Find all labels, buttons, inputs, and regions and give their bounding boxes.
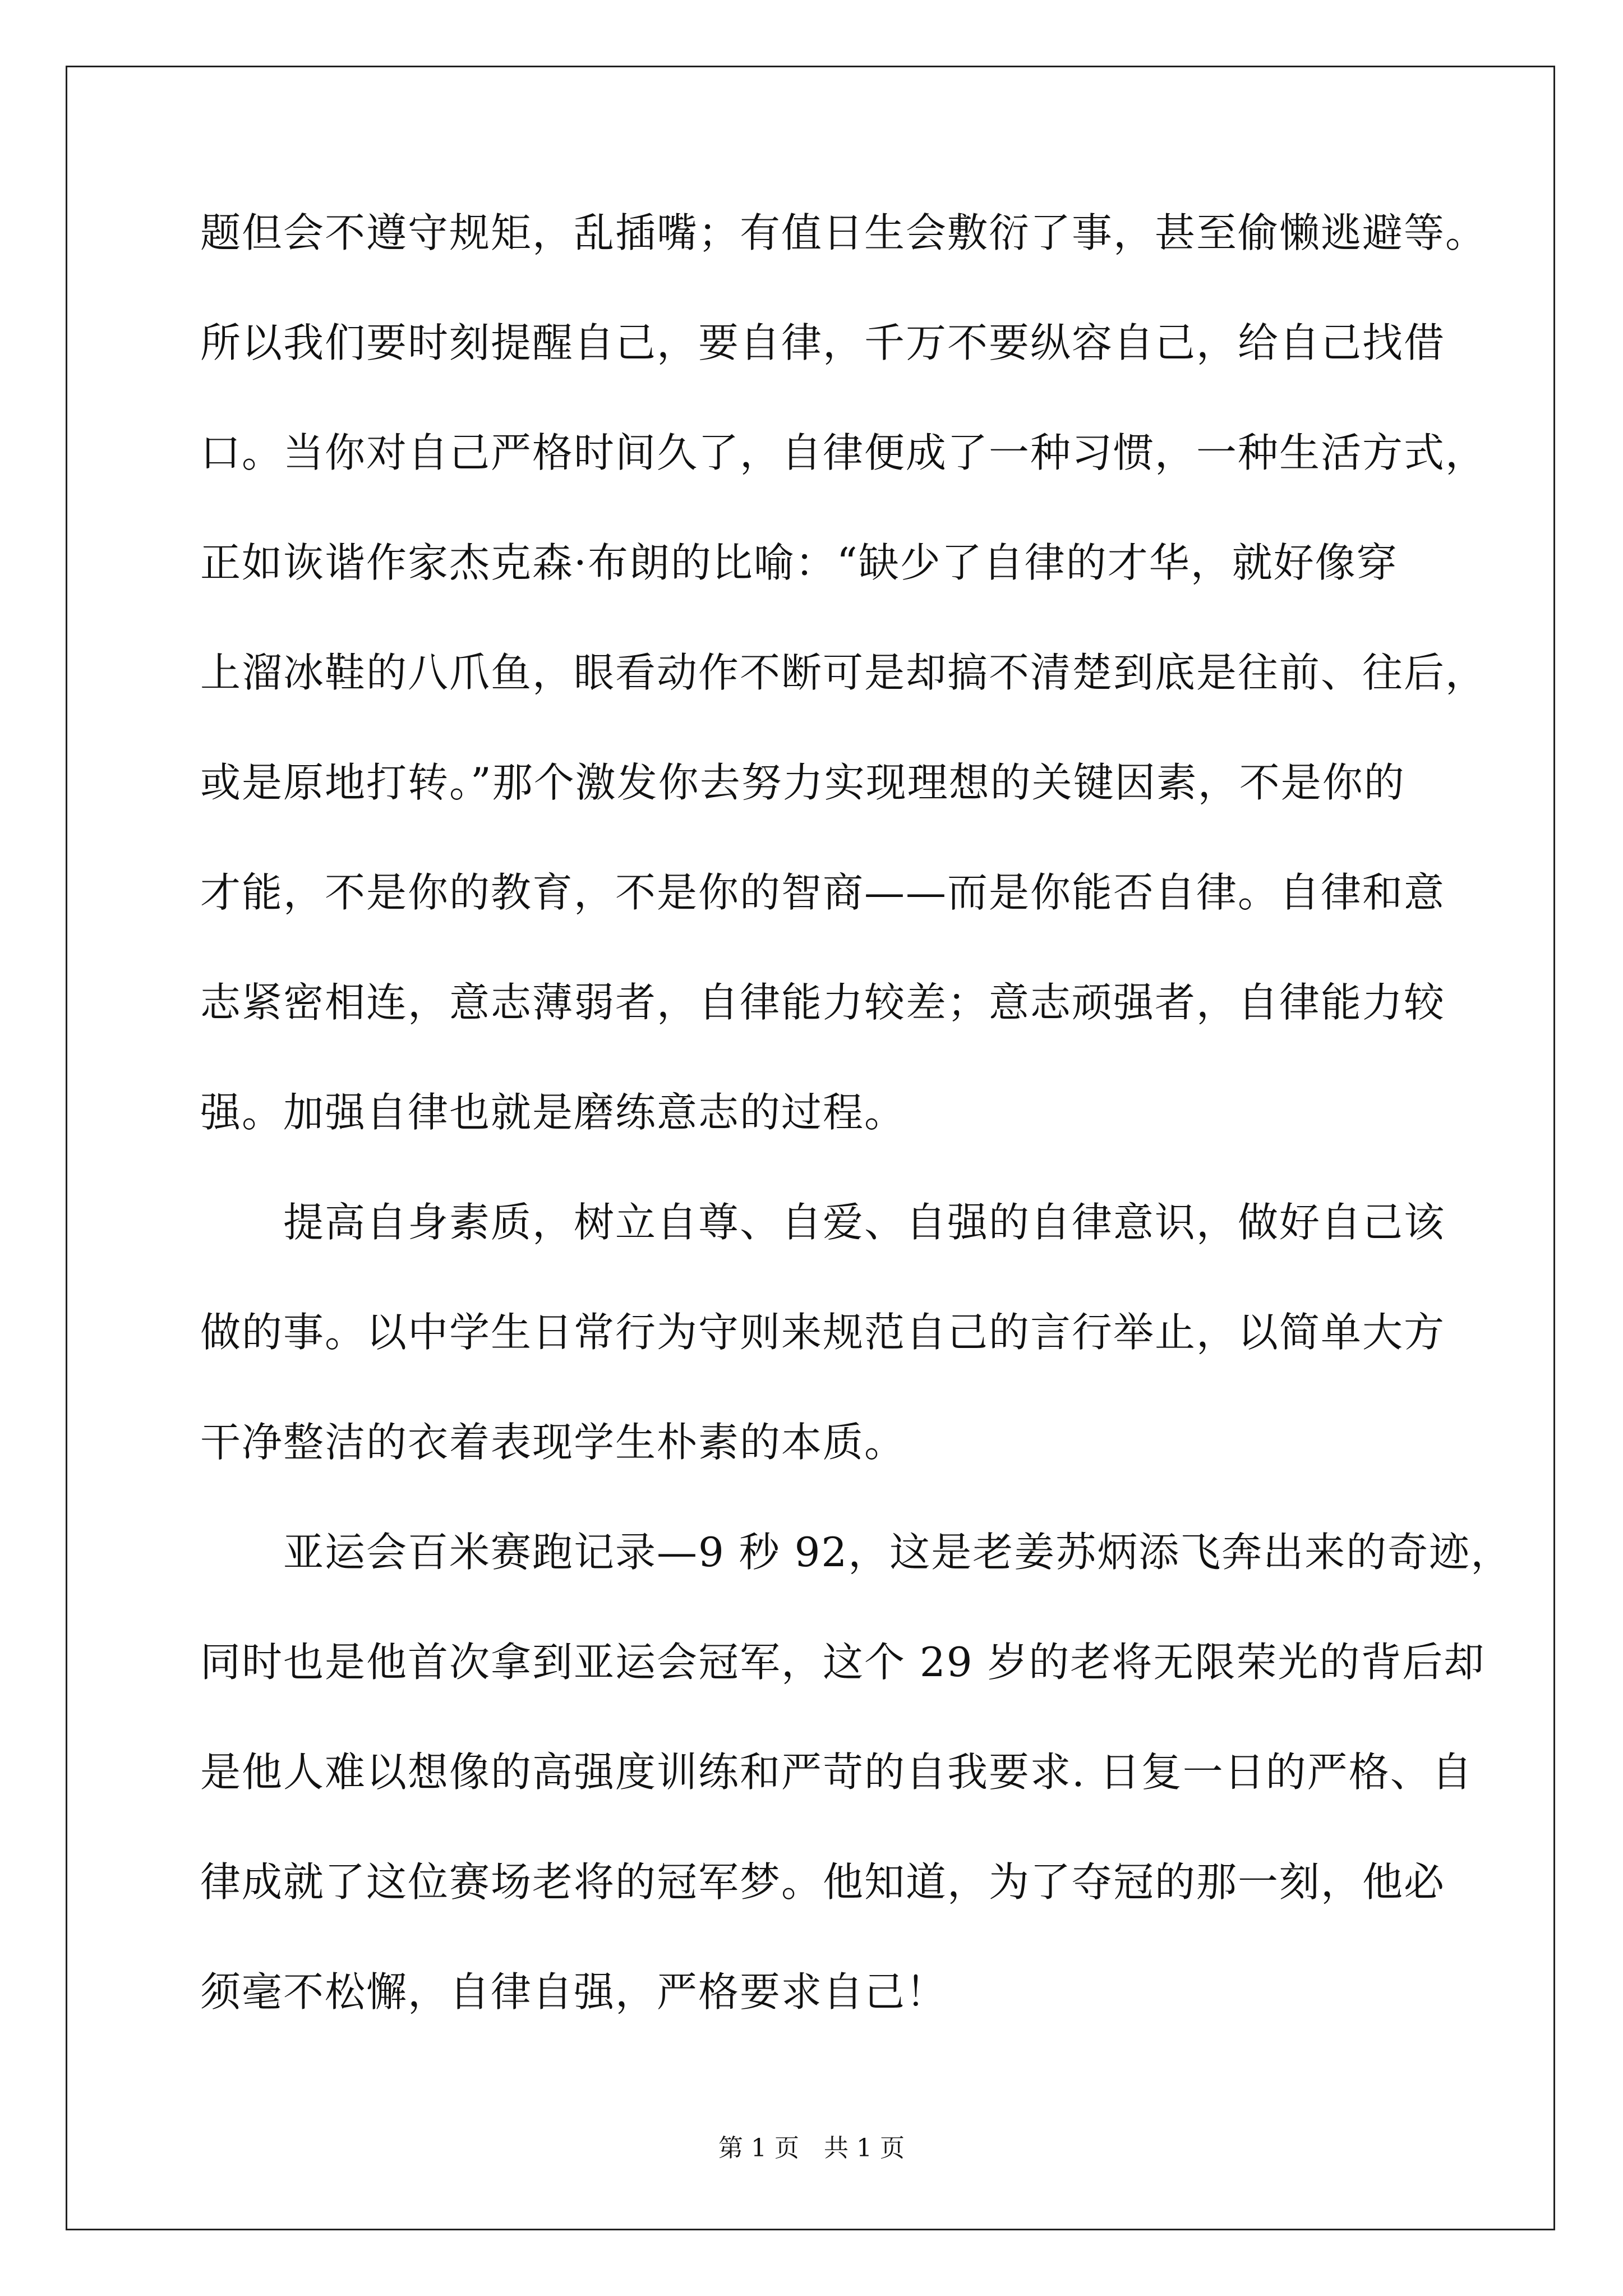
- text-line: 须毫不松懈，自律自强，严格要求自己！: [200, 1968, 948, 2016]
- text-line: 正如诙谐作家杰克森·布朗的比喻：“缺少了自律的才华，就好像穿: [200, 539, 1398, 586]
- text-line: 亚运会百米赛跑记录—9 秒 92，这是老姜苏炳添飞奔出来的奇迹，: [200, 1529, 1513, 1576]
- text-line: 做的事。以中学生日常行为守则来规范自己的言行举止，以简单大方: [200, 1309, 1446, 1356]
- text-line: 或是原地打转。”那个激发你去努力实现理想的关键因素，不是你的: [200, 759, 1405, 806]
- text-line: 上溜冰鞋的八爪鱼，眼看动作不断可是却搞不清楚到底是往前、往后，: [200, 649, 1487, 696]
- text-line: 志紧密相连，意志薄弱者，自律能力较差；意志顽强者，自律能力较: [200, 979, 1446, 1026]
- text-line: 强。加强自律也就是磨练意志的过程。: [200, 1089, 906, 1136]
- text-line: 提高自身素质，树立自尊、自爱、自强的自律意识，做好自己该: [200, 1199, 1446, 1246]
- page-number: 第 1 页 共 1 页: [718, 2134, 905, 2162]
- text-line: 题但会不遵守规矩，乱插嘴；有值日生会敷衍了事，甚至偷懒逃避等。: [200, 209, 1487, 256]
- text-line: 同时也是他首次拿到亚运会冠军，这个 29 岁的老将无限荣光的背后却: [200, 1639, 1486, 1686]
- text-line: 口。当你对自己严格时间久了，自律便成了一种习惯，一种生活方式，: [200, 429, 1487, 476]
- text-line: 所以我们要时刻提醒自己，要自律，千万不要纵容自己，给自己找借: [200, 319, 1446, 366]
- text-line: 干净整洁的衣着表现学生朴素的本质。: [200, 1419, 906, 1466]
- text-line: 才能，不是你的教育，不是你的智商——而是你能否自律。自律和意: [200, 869, 1446, 916]
- text-line: 律成就了这位赛场老将的冠军梦。他知道，为了夺冠的那一刻，他必: [200, 1858, 1446, 1906]
- text-line: 是他人难以想像的高强度训练和严苛的自我要求. 日复一日的严格、自: [200, 1749, 1473, 1796]
